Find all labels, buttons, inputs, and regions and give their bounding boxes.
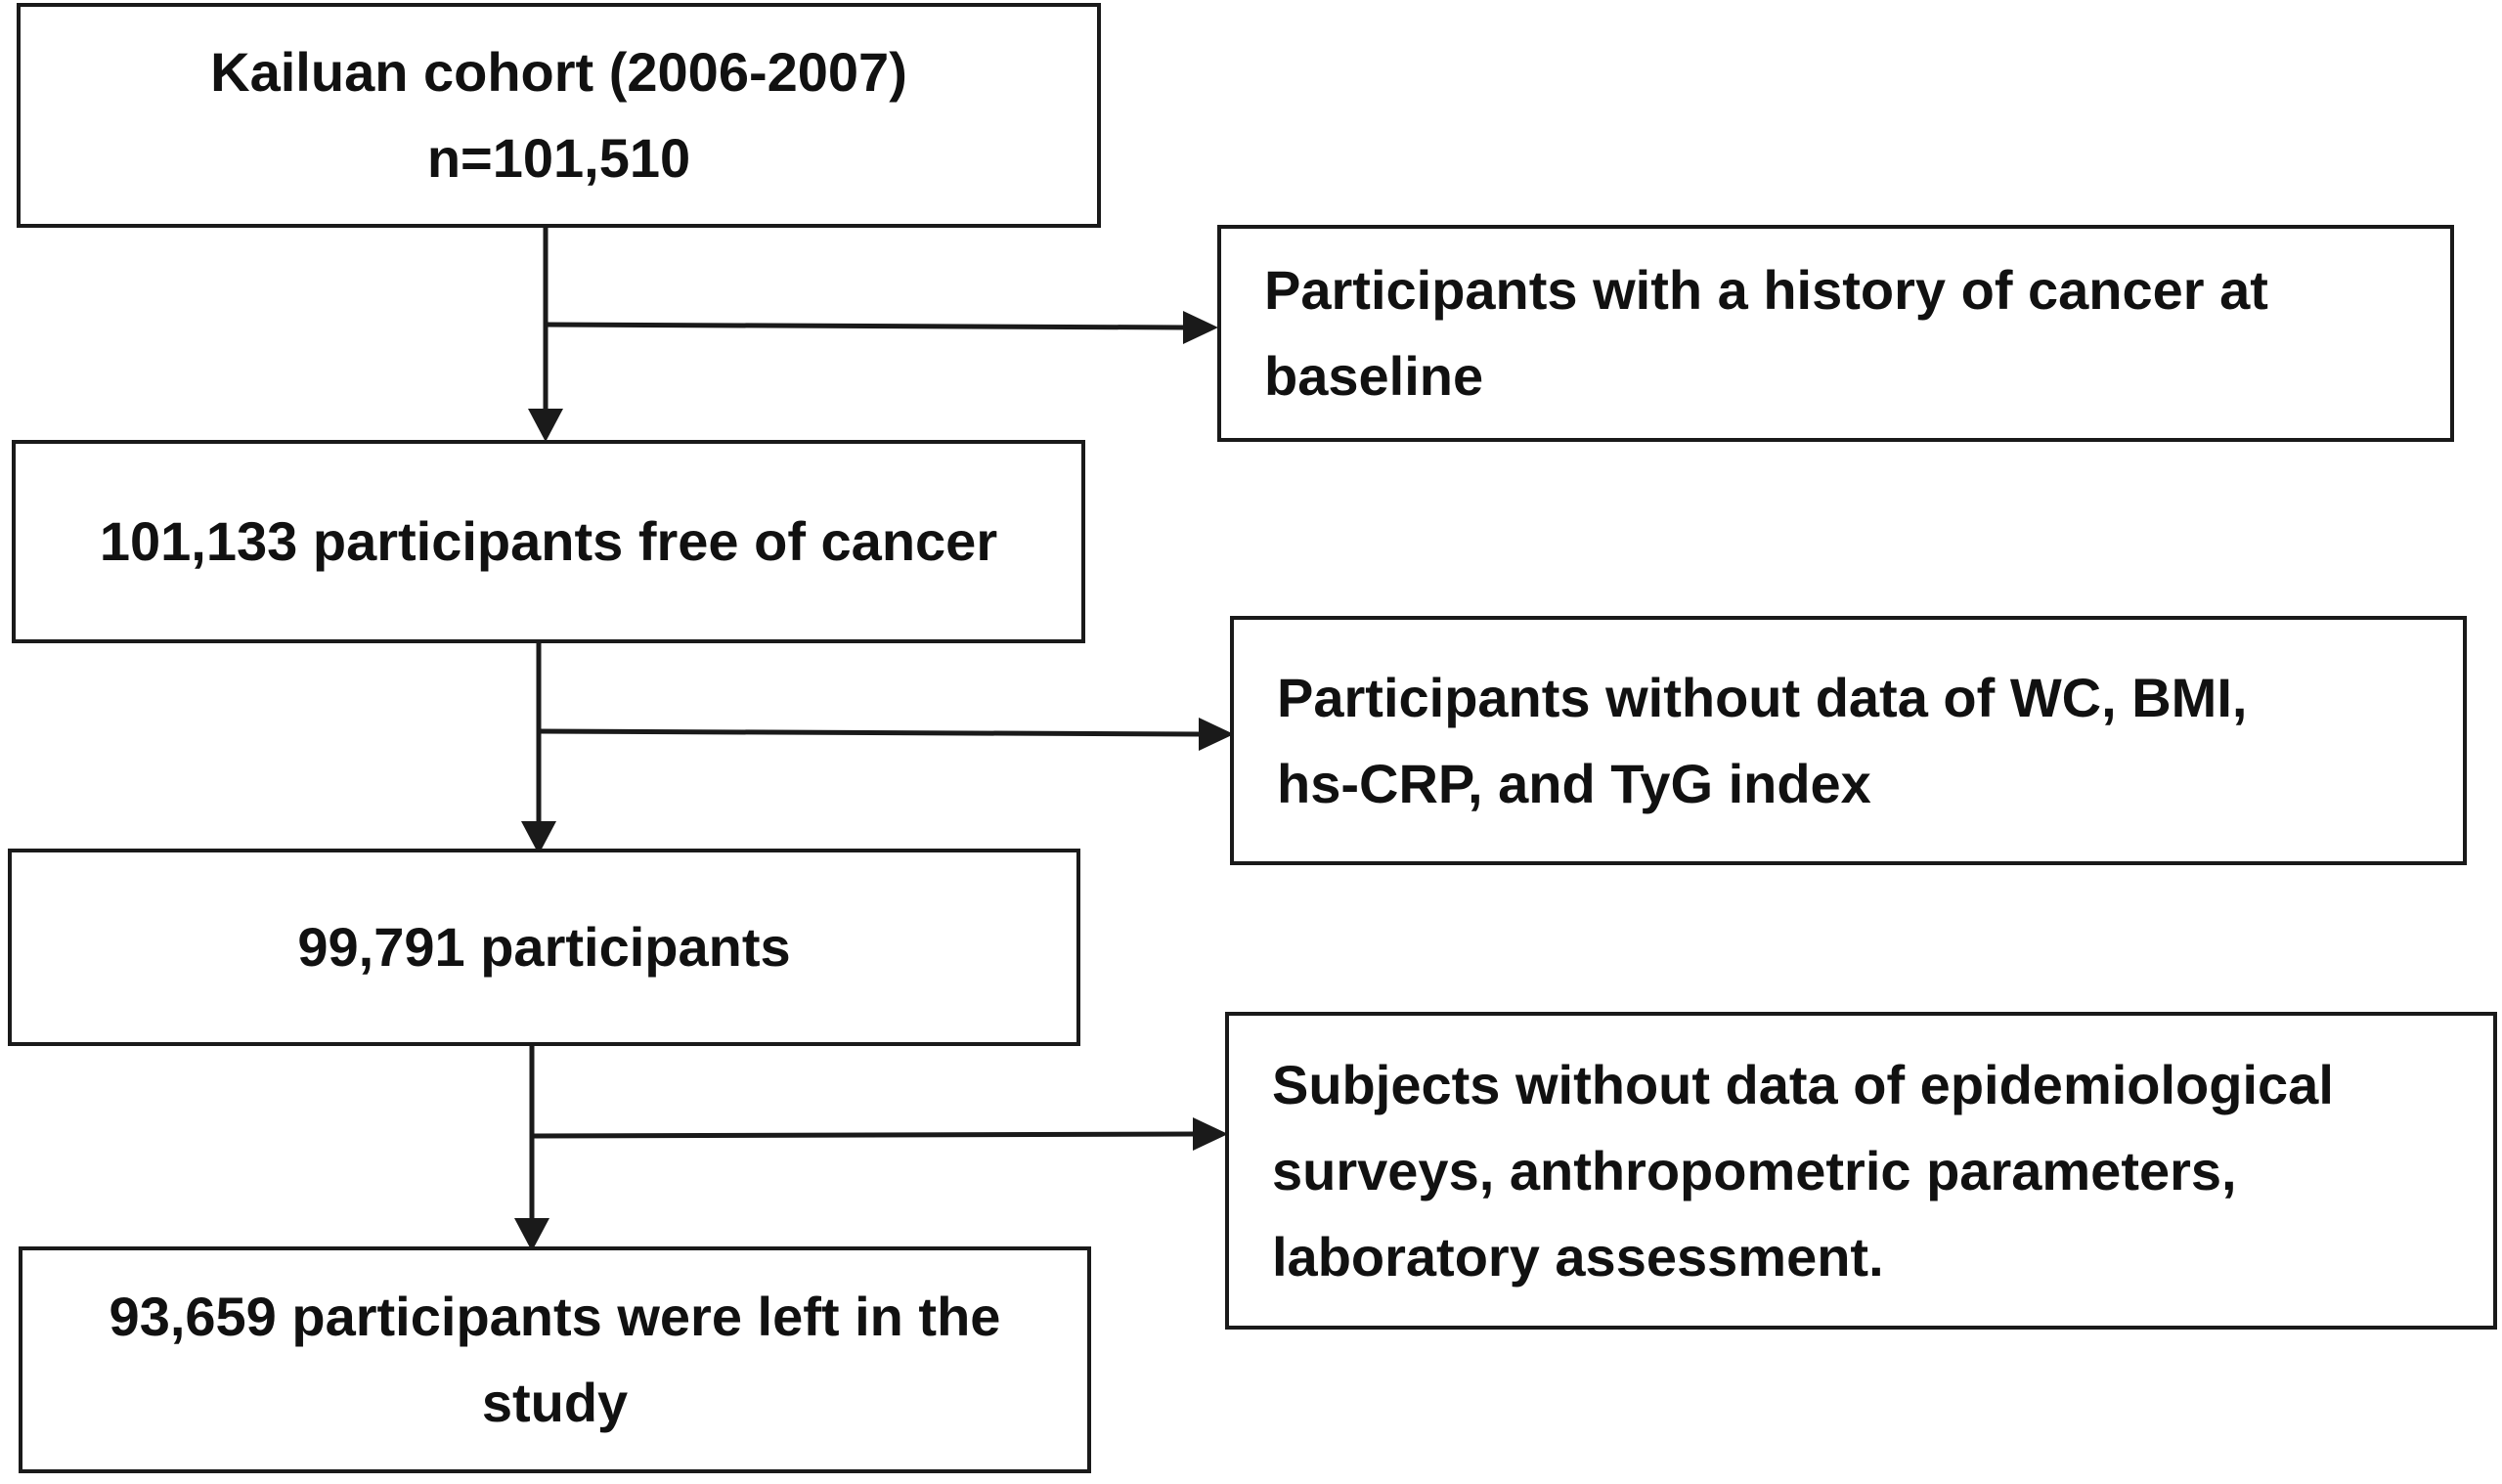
participants-box [8,849,1080,1046]
exclusion-box-missing-measures [1230,616,2467,865]
arrow-right-1 [546,325,1185,327]
exclusion-box-missing-surveys [1225,1012,2497,1330]
exclusion-box-missing-surveys-line-2: surveys, anthropometric parameters, [1272,1139,2237,1201]
arrowhead-down-1 [528,409,563,442]
arrowhead-right-1 [1183,311,1218,344]
participants-box-line-1: 99,791 participants [297,916,791,978]
final-study-box-line-1: 93,659 participants were left in the [109,1286,1001,1347]
exclusion-box-cancer-history-line-2: baseline [1264,345,1484,407]
cohort-box [17,3,1101,228]
exclusion-box-missing-surveys-line-3: laboratory assessment. [1272,1225,1884,1288]
final-study-box-line-2: study [481,1372,629,1433]
cohort-box-line-2: n=101,510 [426,127,691,189]
arrow-right-2 [539,731,1201,734]
exclusion-box-cancer-history [1217,225,2454,442]
cancer-free-box [12,440,1085,643]
cancer-free-box-line-1: 101,133 participants free of cancer [99,510,998,572]
exclusion-box-cancer-history-line-1: Participants with a history of cancer at [1264,259,2268,321]
cohort-box-line-1: Kailuan cohort (2006-2007) [210,41,907,103]
final-study-box [19,1246,1091,1473]
exclusion-box-missing-measures-line-2: hs-CRP, and TyG index [1277,752,1871,814]
arrowhead-right-2 [1199,718,1234,751]
exclusion-box-missing-measures-line-1: Participants without data of WC, BMI, [1277,666,2248,728]
arrow-right-3 [532,1134,1195,1136]
exclusion-box-missing-surveys-line-1: Subjects without data of epidemiological [1272,1053,2334,1115]
arrowhead-right-3 [1193,1117,1228,1151]
